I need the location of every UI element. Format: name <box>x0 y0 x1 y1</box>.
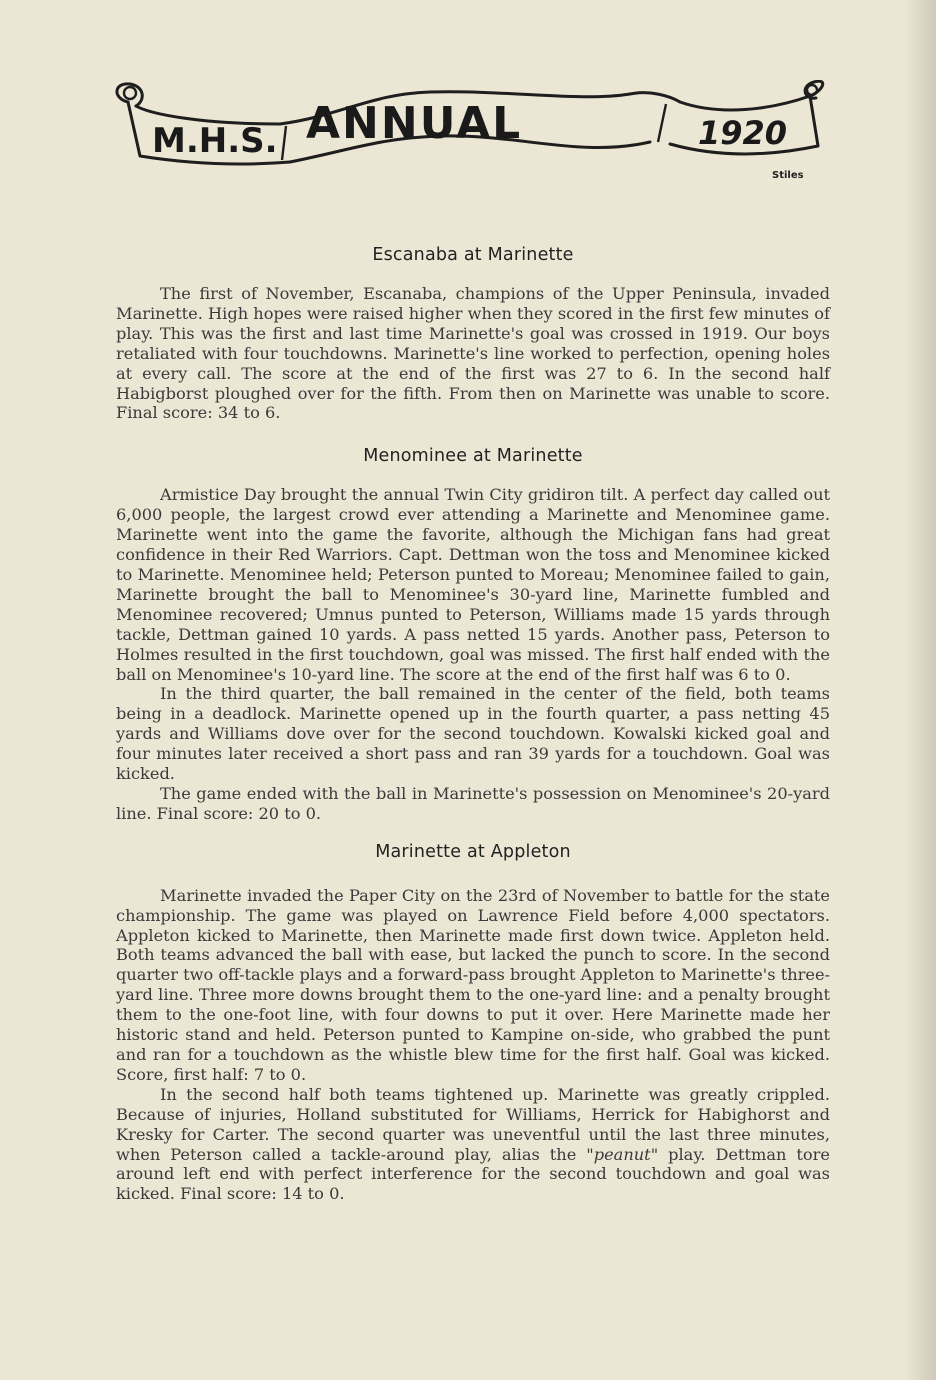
emphasis-text: "peanut" <box>586 1144 659 1164</box>
section-appleton <box>116 842 830 1205</box>
page-edge-shadow <box>906 0 936 1380</box>
article-content <box>116 245 830 1222</box>
paragraph: The first of November, Escanaba, champions of the Upper Peninsula, invaded Marinette. High hopes were raised higher when they scored in the first few minutes of play. This was the first and last time Marinette's goal was crossed in 1919. Our boys retaliated with four touchdowns. Marinette's line worked to perfection, opening holes at every call. The score at the end of the first was 27 to 6. In the second half Habigborst ploughed over for the fifth. From then on Marinette was unable to score. Final score: 34 to 6. <box>116 284 830 423</box>
section-title: Marinette at Appleton <box>375 841 571 862</box>
section-menominee <box>116 446 830 823</box>
paragraph: In the third quarter, the ball remained in the center of the field, both teams being in a deadlock. Marinette opened up in the fourth quarter, a pass netting 45 yards and Williams dove over for the second touchdown. Kowalski kicked goal and four minutes later received a short pass and ran 39 yards for a touchdown. Goal was kicked. <box>116 684 830 784</box>
section-escanaba <box>116 245 830 423</box>
paragraph: Marinette invaded the Paper City on the 23rd of November to battle for the state championship. The game was played on Lawrence Field before 4,000 spectators. Appleton kicked to Marinette, then Marinette made first down twice. Appleton held. Both teams advanced the ball with ease, but lacked the punch to score. In the second quarter two off-tackle plays and a forward-pass brought Appleton to Marinette's three-yard line. Three more downs brought them to the one-yard line: and a penalty brought them to the one-foot line, with four downs to put it over. Here Marinette made her historic stand and held. Peterson punted to Kampine on-side, who grabbed the punt and ran for a touchdown as the whistle blew time for the first half. Goal was kicked. Score, first half: 7 to 0. <box>116 885 830 1084</box>
paragraph-text: In the second half both teams tightened up. Marinette was greatly crippled. Because of injuries, Holland substituted for Williams, Herrick for Habighorst and Kresky for Carter. The second quarter was uneventful until the last three minutes, when Peterson called a tackle-around play, alias the <box>116 1084 830 1164</box>
paragraph <box>116 1085 830 1204</box>
paragraph: Armistice Day brought the annual Twin City gridiron tilt. A perfect day called out 6,000 people, the largest crowd ever attending a Marinette and Menominee game. Marinette went into the game the favorite, although the Michigan fans had great confidence in their Red Warriors. Capt. Dettman won the toss and Menominee kicked to Marinette. Menominee held; Peterson punted to Moreau; Menominee failed to gain, Marinette brought the ball to Menominee's 30-yard line, Marinette fumbled and Menominee recovered; Umnus punted to Peterson, Williams made 15 yards through tackle, Dettman gained 10 yards. A pass netted 15 yards. Another pass, Peterson to Holmes resulted in the first touchdown, goal was missed. The first half ended with the ball on Menominee's 10-yard line. The score at the end of the first half was 6 to 0. <box>116 485 830 684</box>
illustrator-signature: Stiles <box>772 170 804 181</box>
section-title: Escanaba at Marinette <box>372 245 574 265</box>
header-left-text: M.H.S. <box>152 121 278 161</box>
section-title: Menominee at Marinette <box>363 446 583 467</box>
header-center-text: ANNUAL <box>306 98 523 149</box>
paragraph: The game ended with the ball in Marinette's possession on Menominee's 20-yard line. Final score: 20 to 0. <box>116 783 830 823</box>
header-right-text: 1920 <box>698 114 788 152</box>
paragraph-text: play. Dettman tore around left end with perfect interference for the second touchdown and goal was kicked. Final score: 14 to 0. <box>116 1144 830 1204</box>
header-banner <box>110 80 830 190</box>
